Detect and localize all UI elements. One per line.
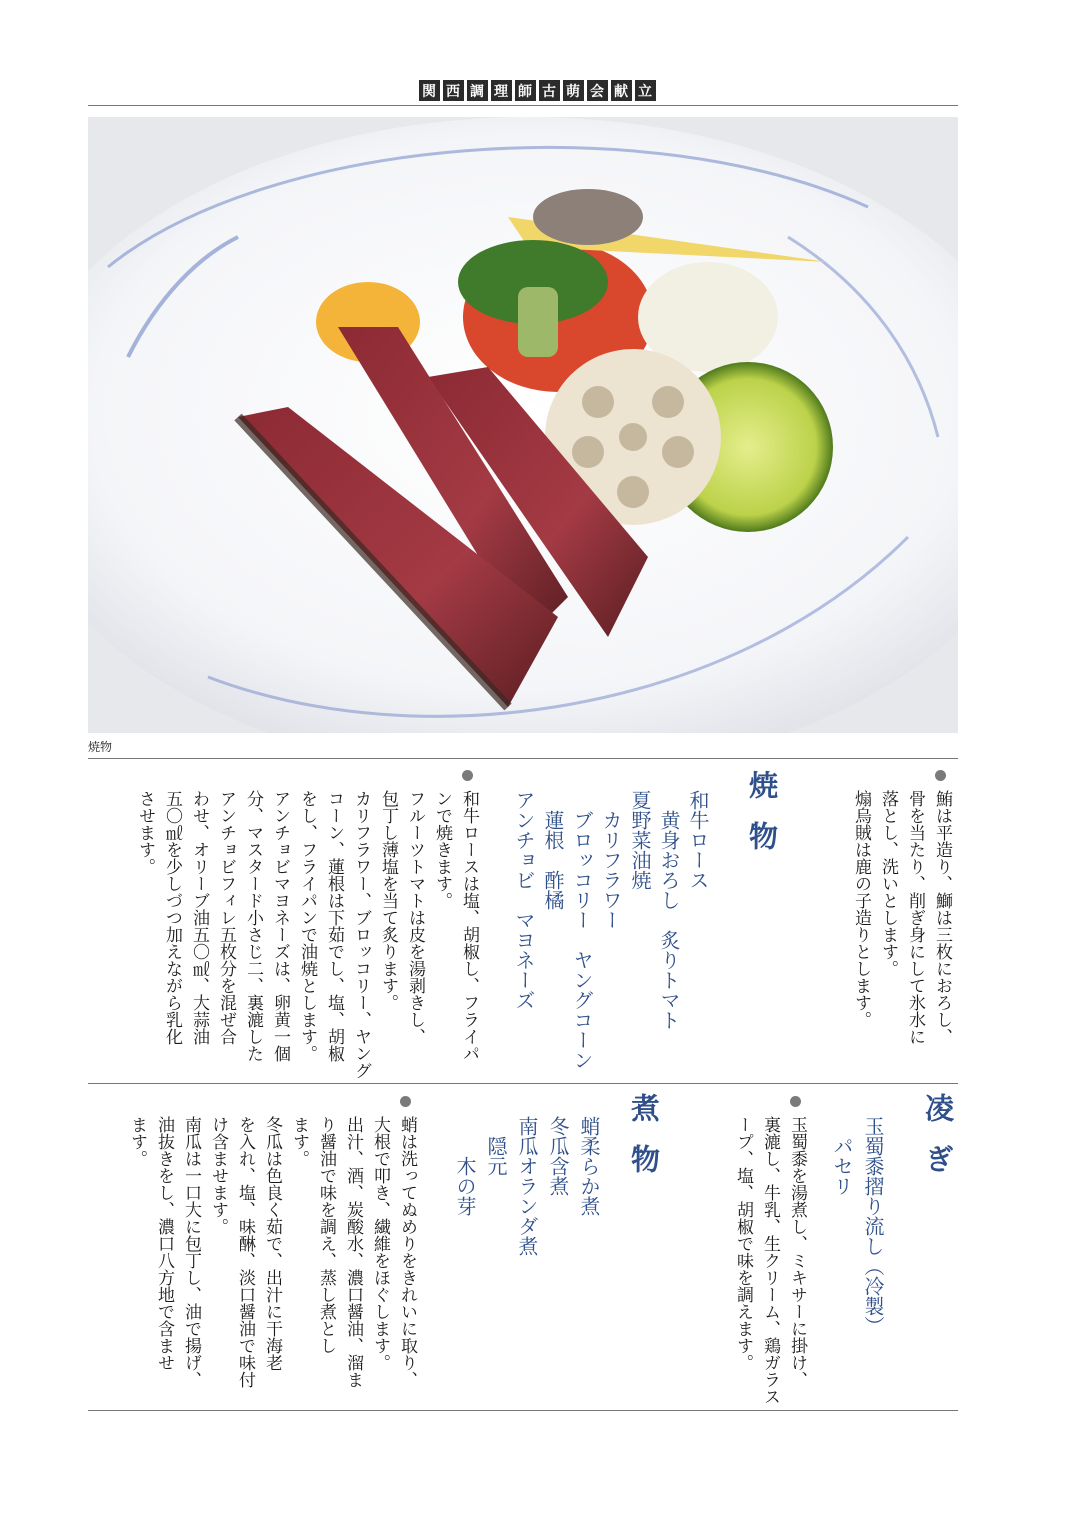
text-line: 煽烏賊は鹿の子造りとします。: [851, 790, 871, 1028]
text-line: コーン、蓮根は下茹でし、塩、胡椒: [324, 790, 344, 1062]
dish-line: 木の芽: [453, 1116, 477, 1216]
dish-line: 蓮根 酢橘: [541, 790, 565, 910]
dish-line: 玉蜀黍摺り流し（冷製）: [861, 1116, 885, 1336]
caption-divider: [88, 758, 958, 759]
text-line: フルーツトマトは皮を湯剥きし、: [405, 790, 425, 1045]
section-title-yakimono: 焼物: [745, 770, 779, 872]
dish-line: カリフラワー: [599, 790, 623, 930]
text-line: をし、フライパンで油焼とします。: [297, 790, 317, 1062]
page-header-title: [0, 80, 1074, 101]
sashimi-note-text: [847, 790, 955, 1045]
shinogi-method-text: [729, 1116, 810, 1405]
photo-caption: 焼物: [88, 740, 113, 754]
dish-line: 和牛ロース: [686, 790, 710, 890]
dish-line: 冬瓜含煮: [546, 1116, 570, 1196]
text-line: ープ、塩、胡椒で味を調えます。: [733, 1116, 753, 1371]
text-line: 分、マスタード小さじ二、裏漉した: [243, 790, 263, 1062]
dish-line: 夏野菜油焼: [628, 790, 652, 890]
text-line: ンで焼きます。: [432, 790, 452, 909]
text-line: 蛸は洗ってぬめりをきれいに取り、: [397, 1116, 417, 1388]
nimono-dish-list: [449, 1116, 604, 1256]
section-title-shinogi: 凌ぎ: [921, 1093, 955, 1195]
header-char: 会: [587, 80, 608, 101]
text-line: 包丁し薄塩を当て炙ります。: [378, 790, 398, 1011]
text-line: アンチョビマヨネーズは、卵黄一個: [270, 790, 290, 1062]
text-line: カリフラワー、ブロッコリー、ヤング: [351, 790, 371, 1079]
text-line: 骨を当たり、削ぎ身にして氷水に: [905, 790, 925, 1045]
text-line: アンチョビフィレ五枚分を混ぜ合: [216, 790, 236, 1045]
bullet-marker: [935, 770, 946, 781]
bullet-marker: [400, 1096, 411, 1107]
header-char: 古: [539, 80, 560, 101]
text-line: 落とし、洗いとします。: [878, 790, 898, 977]
text-line: 裏漉し、牛乳、生クリーム、鶏ガラス: [760, 1116, 780, 1405]
bottom-divider: [88, 1410, 958, 1411]
shinogi-dish-list: [826, 1116, 888, 1336]
text-line: 五〇㎖を少しづつ加えながら乳化: [162, 790, 182, 1045]
dish-line: 蛸柔らか煮: [577, 1116, 601, 1216]
text-line: わせ、オリーブ油五〇㎖、大蒜油: [189, 790, 209, 1045]
header-char: 師: [515, 80, 536, 101]
header-char: 萌: [563, 80, 584, 101]
dish-line: パセリ: [830, 1116, 854, 1196]
text-line: 出汁、酒、炭酸水、濃口醤油、溜ま: [343, 1116, 363, 1388]
bullet-marker: [790, 1096, 801, 1107]
header-divider: [88, 105, 958, 106]
section-title-nimono: 煮物: [627, 1093, 661, 1195]
dish-illustration: [88, 117, 958, 733]
yakimono-dish-list: [509, 790, 712, 1070]
section-divider: [88, 1083, 958, 1084]
text-line: ます。: [289, 1116, 309, 1167]
header-char: 献: [611, 80, 632, 101]
dish-line: アンチョビ マヨネーズ: [512, 790, 536, 1010]
dish-line: 隠元: [484, 1116, 508, 1176]
dish-line: 黄身おろし 炙りトマト: [657, 790, 681, 1030]
bullet-marker: [462, 770, 473, 781]
yakimono-method-text: [131, 790, 482, 1079]
header-char: 理: [491, 80, 512, 101]
text-line: 油抜きをし、濃口八方地で含ませ: [154, 1116, 174, 1371]
dish-photo: [88, 117, 958, 733]
header-char: 調: [467, 80, 488, 101]
dish-line: 南瓜オランダ煮: [515, 1116, 539, 1256]
text-line: 大根で叩き、繊維をほぐします。: [370, 1116, 390, 1371]
text-line: 玉蜀黍を湯煮し、ミキサーに掛け、: [787, 1116, 807, 1388]
dish-line: ブロッコリー ヤングコーン: [570, 790, 594, 1070]
header-char: 関: [419, 80, 440, 101]
text-line: させます。: [135, 790, 155, 875]
text-line: 鮪は平造り、鰤は三枚におろし、: [932, 790, 952, 1045]
header-char: 立: [635, 80, 656, 101]
nimono-method-text: [123, 1116, 420, 1388]
header-char: 西: [443, 80, 464, 101]
text-line: を入れ、塩、味醂、淡口醤油で味付: [235, 1116, 255, 1388]
text-line: 冬瓜は色良く茹で、出汁に干海老: [262, 1116, 282, 1371]
text-line: 南瓜は一口大に包丁し、油で揚げ、: [181, 1116, 201, 1388]
text-line: ます。: [127, 1116, 147, 1167]
text-line: 和牛ロースは塩、胡椒し、フライパ: [459, 790, 479, 1062]
text-line: け含ませます。: [208, 1116, 228, 1235]
text-line: り醤油で味を調え、蒸し煮とし: [316, 1116, 336, 1354]
